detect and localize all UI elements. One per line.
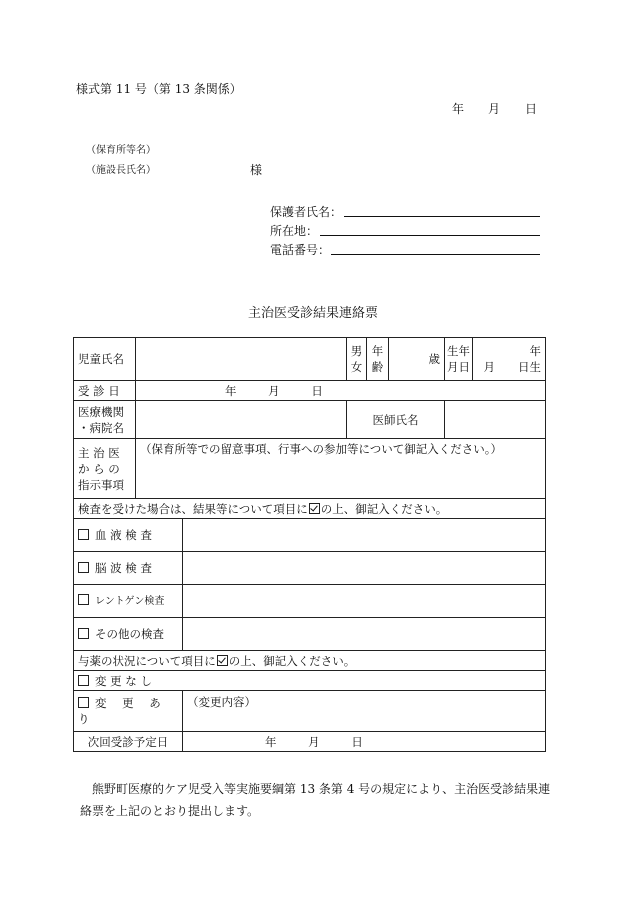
- exam-other-label[interactable]: [74, 618, 183, 651]
- visit-month: 月: [268, 383, 280, 398]
- visit-year: 年: [225, 383, 237, 398]
- birth-label-1: 生年: [447, 344, 470, 358]
- birth-label-cell: [445, 338, 473, 381]
- birth-label-2: 月日: [447, 360, 470, 374]
- exam-row-other: [74, 618, 546, 651]
- next-day: 日: [351, 734, 363, 749]
- no-change-row: [74, 671, 546, 691]
- exam-xray-text: レントゲン検査: [95, 596, 165, 607]
- changed-option[interactable]: [74, 691, 183, 732]
- institution-label: [74, 401, 136, 439]
- instruction-label: [74, 439, 136, 499]
- age-unit: 歳: [428, 352, 440, 366]
- birth-year: 年: [529, 344, 541, 358]
- checkbox-icon[interactable]: [78, 697, 89, 708]
- age-label-2: 齢: [371, 360, 384, 374]
- doctor-name-field[interactable]: [445, 401, 546, 439]
- doctor-name-label: 医師氏名: [347, 401, 445, 439]
- child-row: [74, 338, 546, 381]
- medication-note-row: [74, 651, 546, 671]
- exam-other-text: その他の検査: [95, 627, 164, 641]
- next-visit-row: [74, 732, 546, 752]
- age-field[interactable]: [389, 338, 445, 381]
- next-visit-label: 次回受診予定日: [74, 732, 183, 752]
- exam-blood-label[interactable]: [74, 519, 183, 552]
- child-name-field[interactable]: [136, 338, 347, 381]
- birth-date-field[interactable]: [473, 338, 546, 381]
- exam-eeg-text: 脳 波 検 査: [95, 561, 152, 575]
- instruction-row: [74, 439, 546, 499]
- instruction-label-1: 主 治 医: [78, 445, 120, 460]
- address-line[interactable]: [320, 235, 540, 236]
- exam-note-row: [74, 499, 546, 519]
- exam-blood-text: 血 液 検 査: [95, 528, 152, 542]
- exam-eeg-field[interactable]: [183, 552, 546, 585]
- exam-eeg-label[interactable]: [74, 552, 183, 585]
- exam-row-xray: [74, 585, 546, 618]
- next-year: 年: [265, 734, 277, 749]
- exam-row-eeg: [74, 552, 546, 585]
- change-detail-field[interactable]: [183, 691, 546, 732]
- institution-label-2: ・病院名: [78, 420, 124, 435]
- date-month-label: 月: [488, 102, 501, 116]
- change-detail-label: （変更内容）: [187, 695, 256, 709]
- instruction-label-2: か ら の: [78, 461, 120, 476]
- institution-row: [74, 401, 546, 439]
- exam-note-text-2: の上、御記入ください。: [320, 501, 448, 516]
- birth-month-day: 月 日生: [483, 360, 541, 374]
- medication-note-text-1: 与薬の状況について項目に: [78, 653, 216, 668]
- address-label: 所在地：: [270, 224, 319, 238]
- checkbox-icon[interactable]: [78, 529, 89, 540]
- exam-blood-field[interactable]: [183, 519, 546, 552]
- institution-label-1: 医療機関: [78, 404, 124, 419]
- medication-note: [74, 651, 546, 671]
- date-year-label: 年: [452, 102, 465, 116]
- checked-box-icon: [309, 503, 320, 514]
- exam-other-field[interactable]: [183, 618, 546, 651]
- next-month: 月: [308, 734, 320, 749]
- checkbox-icon[interactable]: [78, 675, 89, 686]
- changed-row: [74, 691, 546, 732]
- no-change-option[interactable]: [74, 671, 546, 691]
- exam-xray-field[interactable]: [183, 585, 546, 618]
- guardian-name-line[interactable]: [344, 216, 540, 217]
- exam-xray-label[interactable]: [74, 585, 183, 618]
- exam-note-text-1: 検査を受けた場合は、結果等について項目に: [78, 501, 308, 516]
- submission-statement: 熊野町医療的ケア児受入等実施要綱第 13 条第 4 号の規定により、主治医受診結果連絡票を上記のとおり提出します。: [80, 782, 551, 818]
- instruction-label-3: 指示事項: [78, 477, 124, 492]
- result-form-table: [73, 337, 546, 752]
- child-name-label: 児童氏名: [74, 338, 136, 381]
- visit-day: 日: [311, 383, 323, 398]
- exam-note: [74, 499, 546, 519]
- next-visit-field[interactable]: [183, 732, 546, 752]
- instruction-note: （保育所等での留意事項、行事への参加等について御記入ください。）: [140, 442, 503, 456]
- checked-box-icon: [217, 655, 228, 666]
- age-label-cell: [367, 338, 389, 381]
- sex-male: 男: [350, 344, 363, 358]
- phone-label: 電話番号：: [270, 243, 331, 257]
- medication-note-text-2: の上、御記入ください。: [228, 653, 356, 668]
- director-name-label: （施設長氏名）: [86, 165, 156, 176]
- date-day-label: 日: [525, 102, 538, 116]
- institution-field[interactable]: [136, 401, 347, 439]
- visit-date-row: [74, 381, 546, 401]
- document-title: 主治医受診結果連絡票: [248, 306, 379, 321]
- checkbox-icon[interactable]: [78, 628, 89, 639]
- form-number: 様式第 11 号（第 13 条関係）: [76, 82, 242, 96]
- phone-line[interactable]: [331, 254, 540, 255]
- visit-date-field[interactable]: [136, 381, 546, 401]
- checkbox-icon[interactable]: [78, 562, 89, 573]
- visit-date-label: 受 診 日: [74, 381, 136, 401]
- exam-row-blood: [74, 519, 546, 552]
- honorific: 様: [250, 163, 263, 177]
- sex-cell[interactable]: [347, 338, 367, 381]
- instruction-field[interactable]: [136, 439, 546, 499]
- checkbox-icon[interactable]: [78, 594, 89, 605]
- sex-female: 女: [350, 360, 363, 374]
- changed-text: 変 更 あ り: [78, 696, 167, 726]
- guardian-name-label: 保護者氏名：: [270, 205, 343, 219]
- facility-name-label: （保育所等名）: [86, 145, 156, 156]
- no-change-text: 変 更 な し: [95, 673, 152, 688]
- age-label-1: 年: [371, 344, 384, 358]
